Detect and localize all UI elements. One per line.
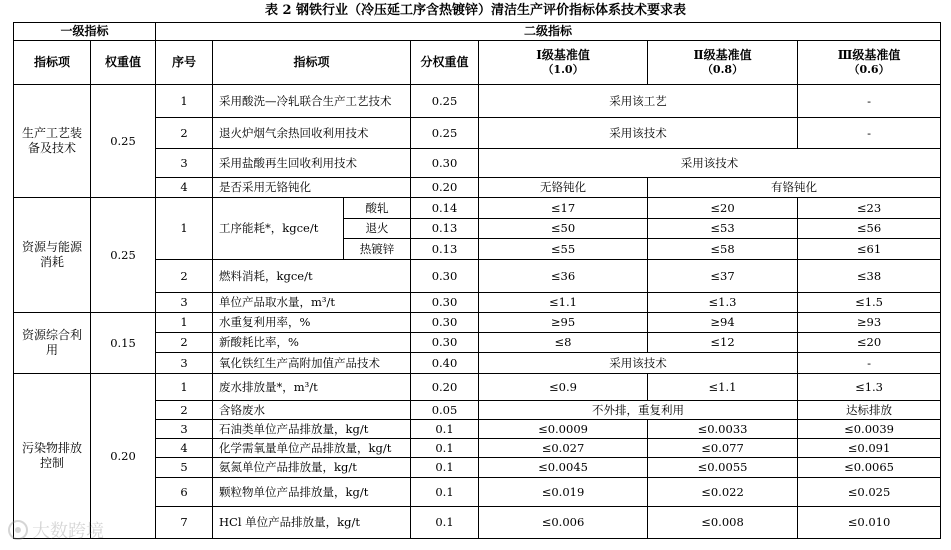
row-sub-item: 退火 — [344, 219, 411, 239]
row-item: 燃料消耗，kgce/t — [213, 260, 411, 293]
row-weight: 0.25 — [411, 118, 479, 149]
row-grade-1: ≤0.9 — [479, 374, 648, 401]
header-grade-1 — [479, 41, 648, 85]
row-item: 工序能耗*，kgce/t — [213, 198, 344, 260]
row-grade-2-3: 有铬钝化 — [648, 178, 941, 198]
group-weight: 0.25 — [91, 85, 156, 198]
watermark — [8, 516, 104, 544]
row-weight: 0.25 — [411, 85, 479, 118]
row-grade-2: ≤0.0033 — [648, 420, 798, 439]
row-grade-1: ≤1.1 — [479, 293, 648, 313]
row-grade-2: ≤0.0055 — [648, 458, 798, 478]
header-grade-3 — [798, 41, 941, 85]
row-weight: 0.1 — [411, 507, 479, 539]
row-item: 氧化铁红生产高附加值产品技术 — [213, 353, 411, 374]
row-weight: 0.30 — [411, 333, 479, 353]
row-seq: 3 — [156, 293, 213, 313]
group-weight: 0.15 — [91, 313, 156, 374]
row-grade-2: ≤0.008 — [648, 507, 798, 539]
row-seq: 7 — [156, 507, 213, 539]
table-row — [14, 85, 941, 118]
row-weight: 0.05 — [411, 401, 479, 420]
row-grade-3: ≤1.3 — [798, 374, 941, 401]
row-grade-2: ≤58 — [648, 239, 798, 260]
row-item: 氨氮单位产品排放量，kg/t — [213, 458, 411, 478]
row-grade-1-2: 采用该工艺 — [479, 85, 798, 118]
row-item: 含铬废水 — [213, 401, 411, 420]
row-item: 水重复利用率，% — [213, 313, 411, 333]
row-grade-3: ≤0.0039 — [798, 420, 941, 439]
row-weight: 0.13 — [411, 239, 479, 260]
row-weight: 0.30 — [411, 149, 479, 178]
row-grade-1: ≥95 — [479, 313, 648, 333]
row-grade-2: ≤1.3 — [648, 293, 798, 313]
grade-1-label: Ⅰ级基准值 — [536, 48, 590, 63]
row-weight: 0.30 — [411, 293, 479, 313]
row-sub-item: 热镀锌 — [344, 239, 411, 260]
grade-3-label: Ⅲ级基准值 — [837, 48, 901, 63]
row-seq: 6 — [156, 478, 213, 507]
row-grade-1: ≤50 — [479, 219, 648, 239]
row-item: 颗粒物单位产品排放量，kg/t — [213, 478, 411, 507]
row-item: 废水排放量*，m³/t — [213, 374, 411, 401]
grade-3-value: （0.6） — [848, 63, 890, 77]
row-grade-2: ≥94 — [648, 313, 798, 333]
group-weight: 0.25 — [91, 198, 156, 313]
header-level1: 一级指标 — [14, 23, 156, 41]
row-grade-1: ≤17 — [479, 198, 648, 219]
row-weight: 0.1 — [411, 458, 479, 478]
row-seq: 1 — [156, 374, 213, 401]
header-sub-weight: 分权重值 — [411, 41, 479, 85]
group-weight: 0.20 — [91, 374, 156, 539]
row-weight: 0.20 — [411, 374, 479, 401]
row-grade-1: ≤0.019 — [479, 478, 648, 507]
watermark-logo-icon — [8, 520, 28, 540]
row-grade-2: ≤0.022 — [648, 478, 798, 507]
table-row — [14, 198, 941, 219]
row-item: 化学需氧量单位产品排放量，kg/t — [213, 439, 411, 458]
row-grade-2: ≤1.1 — [648, 374, 798, 401]
table-row — [14, 313, 941, 333]
row-weight: 0.14 — [411, 198, 479, 219]
row-weight: 0.30 — [411, 313, 479, 333]
row-item: 石油类单位产品排放量，kg/t — [213, 420, 411, 439]
table-row — [14, 374, 941, 401]
row-grade-1: ≤0.027 — [479, 439, 648, 458]
header-grade-2 — [648, 41, 798, 85]
row-grade-1: ≤55 — [479, 239, 648, 260]
row-seq: 4 — [156, 178, 213, 198]
watermark-text: 大数跨境 — [32, 521, 104, 542]
row-grade-2: ≤20 — [648, 198, 798, 219]
row-weight: 0.40 — [411, 353, 479, 374]
row-grade-1-2: 不外排，重复利用 — [479, 401, 798, 420]
row-seq: 4 — [156, 439, 213, 458]
row-grade-3: ≥93 — [798, 313, 941, 333]
row-grade-1: ≤36 — [479, 260, 648, 293]
row-grade-3: ≤38 — [798, 260, 941, 293]
row-seq: 2 — [156, 401, 213, 420]
grade-2-label: Ⅱ级基准值 — [693, 48, 752, 63]
row-grade-1: ≤0.0045 — [479, 458, 648, 478]
row-item: HCl 单位产品排放量，kg/t — [213, 507, 411, 539]
row-grade-3: - — [798, 353, 941, 374]
header-l1-weight: 权重值 — [91, 41, 156, 85]
row-grade-3: ≤1.5 — [798, 293, 941, 313]
row-grade-1: ≤8 — [479, 333, 648, 353]
row-grade-3: ≤0.091 — [798, 439, 941, 458]
row-grade-3: ≤20 — [798, 333, 941, 353]
row-grade-3: ≤0.010 — [798, 507, 941, 539]
row-grade-3: ≤23 — [798, 198, 941, 219]
row-weight: 0.1 — [411, 478, 479, 507]
row-grade-1-2: 采用该技术 — [479, 353, 798, 374]
row-grade-3: ≤56 — [798, 219, 941, 239]
row-seq: 1 — [156, 313, 213, 333]
row-item: 采用酸洗—冷轧联合生产工艺技术 — [213, 85, 411, 118]
group-name: 资源综合利用 — [14, 313, 91, 374]
row-seq: 3 — [156, 420, 213, 439]
row-weight: 0.1 — [411, 420, 479, 439]
header-l1-indicator: 指标项 — [14, 41, 91, 85]
row-grade-3: - — [798, 118, 941, 149]
row-seq: 2 — [156, 333, 213, 353]
row-item: 退火炉烟气余热回收利用技术 — [213, 118, 411, 149]
row-grade-1-2: 采用该技术 — [479, 118, 798, 149]
requirements-table — [13, 22, 941, 539]
row-grade-2: ≤12 — [648, 333, 798, 353]
row-grade-1: 无铬钝化 — [479, 178, 648, 198]
row-seq: 1 — [156, 198, 213, 260]
row-grade-2: ≤53 — [648, 219, 798, 239]
row-grade-3: ≤61 — [798, 239, 941, 260]
grade-1-value: （1.0） — [542, 63, 584, 77]
header-row-levels — [14, 23, 941, 41]
table-title: 表 2 钢铁行业（冷压延工序含热镀锌）清洁生产评价指标体系技术要求表 — [264, 3, 687, 18]
row-grade-3: ≤0.0065 — [798, 458, 941, 478]
row-grade-3: ≤0.025 — [798, 478, 941, 507]
row-item: 新酸耗比率，% — [213, 333, 411, 353]
row-grade-1: ≤0.0009 — [479, 420, 648, 439]
row-item: 采用盐酸再生回收利用技术 — [213, 149, 411, 178]
row-weight: 0.1 — [411, 439, 479, 458]
row-seq: 3 — [156, 149, 213, 178]
row-weight: 0.20 — [411, 178, 479, 198]
header-seq: 序号 — [156, 41, 213, 85]
row-grade-2: ≤37 — [648, 260, 798, 293]
row-grade-1: ≤0.006 — [479, 507, 648, 539]
row-seq: 5 — [156, 458, 213, 478]
row-weight: 0.13 — [411, 219, 479, 239]
row-seq: 2 — [156, 260, 213, 293]
group-name: 污染物排放控制 — [14, 374, 91, 539]
row-grade-2: ≤0.077 — [648, 439, 798, 458]
row-seq: 3 — [156, 353, 213, 374]
header-row-columns — [14, 41, 941, 85]
row-sub-item: 酸轧 — [344, 198, 411, 219]
row-weight: 0.30 — [411, 260, 479, 293]
group-name: 资源与能源消耗 — [14, 198, 91, 313]
row-grade-3: - — [798, 85, 941, 118]
grade-2-value: （0.8） — [701, 63, 744, 77]
row-grade-3: 达标排放 — [798, 401, 941, 420]
row-seq: 1 — [156, 85, 213, 118]
header-l2-indicator: 指标项 — [213, 41, 411, 85]
row-item: 是否采用无铬钝化 — [213, 178, 411, 198]
row-grade-all: 采用该技术 — [479, 149, 941, 178]
header-level2: 二级指标 — [156, 23, 941, 41]
row-item: 单位产品取水量，m³/t — [213, 293, 411, 313]
group-name: 生产工艺装备及技术 — [14, 85, 91, 198]
row-seq: 2 — [156, 118, 213, 149]
